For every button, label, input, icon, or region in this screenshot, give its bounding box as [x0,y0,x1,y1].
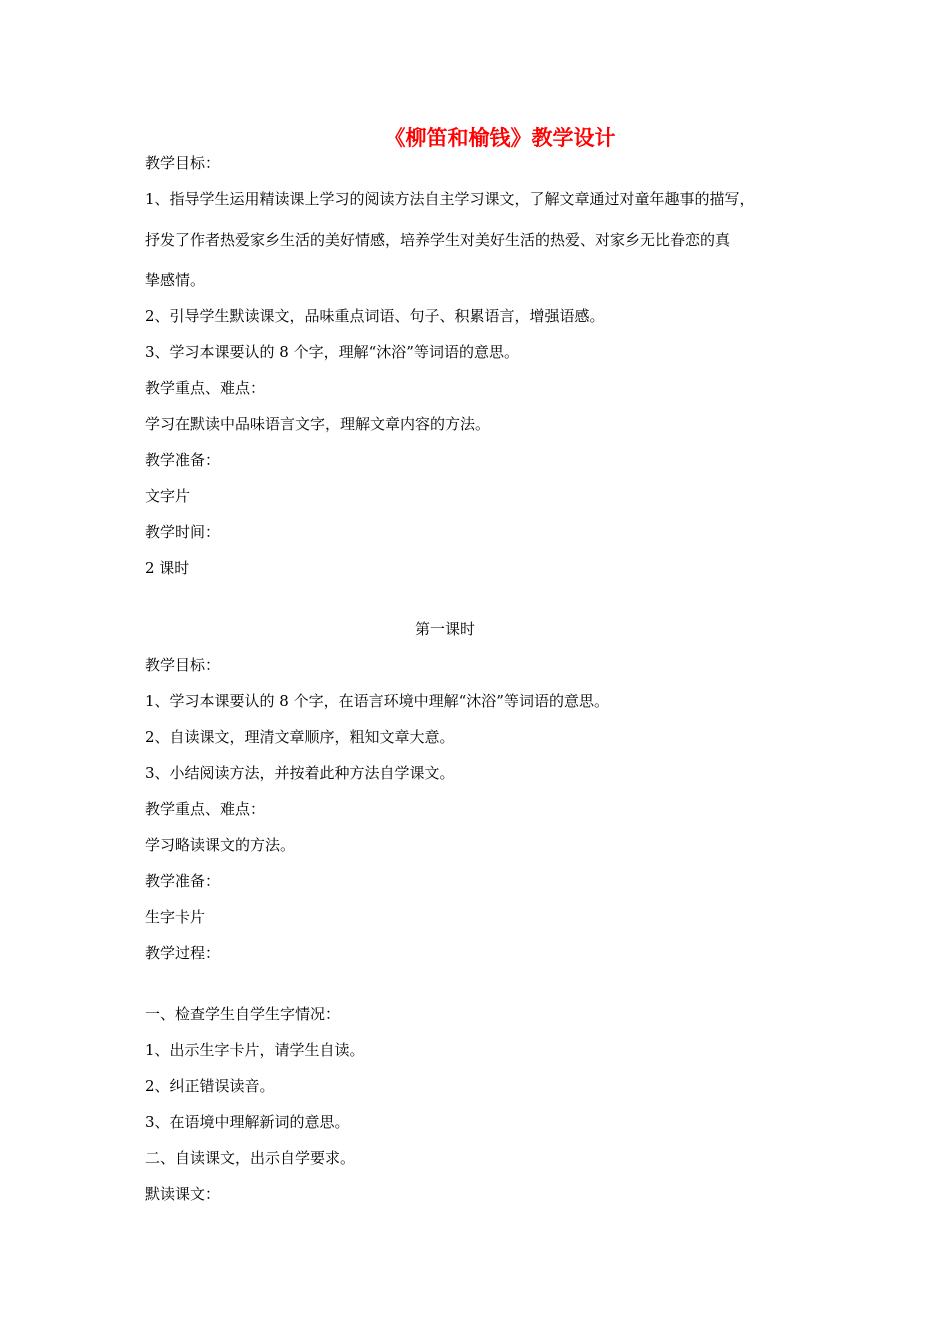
lesson-1-key-heading: 教学重点、难点： [145,800,266,818]
step-1: 一、检查学生自学生字情况： [145,1005,341,1023]
step-2: 二、自读课文，出示自学要求。 [145,1149,356,1167]
lesson-1-goal-1: 1、学习本课要认的 8 个字，在语言环境中理解“沐浴”等词语的意思。 [145,692,609,710]
lesson-1-goal-3: 3、小结阅读方法，并按着此种方法自学课文。 [145,764,455,782]
prep-heading: 教学准备： [145,451,221,469]
time-text: 2 课时 [145,559,190,577]
goal-heading: 教学目标： [145,154,221,172]
key-heading: 教学重点、难点： [145,379,266,397]
step-1-2: 2、纠正错误读音。 [145,1077,275,1095]
key-text: 学习在默读中品味语言文字，理解文章内容的方法。 [145,415,491,433]
step-1-1: 1、出示生字卡片，请学生自读。 [145,1041,365,1059]
prep-text: 文字片 [145,487,191,505]
lesson-1-prep-heading: 教学准备： [145,872,221,890]
time-heading: 教学时间： [145,523,221,541]
lesson-1-heading: 第一课时 [414,620,475,638]
lesson-1-goal-heading: 教学目标： [145,656,221,674]
lesson-1-key-text: 学习略读课文的方法。 [145,836,296,854]
goal-1-line-3: 挚感情。 [145,271,206,289]
lesson-1-goal-2: 2、自读课文，理清文章顺序，粗知文章大意。 [145,728,455,746]
step-2-sub: 默读课文： [145,1185,221,1203]
goal-2: 2、引导学生默读课文，品味重点词语、句子、积累语言，增强语感。 [145,307,605,325]
goal-3: 3、学习本课要认的 8 个字，理解“沐浴”等词语的意思。 [145,343,519,361]
lesson-1-process-heading: 教学过程： [145,944,221,962]
lesson-1-prep-text: 生字卡片 [145,908,206,926]
goal-1-line-2: 抒发了作者热爱家乡生活的美好情感，培养学生对美好生活的热爱、对家乡无比眷恋的真 [145,231,731,249]
document-title: 《柳笛和榆钱》教学设计 [384,125,616,150]
goal-1-line-1: 1、指导学生运用精读课上学习的阅读方法自主学习课文，了解文章通过对童年趣事的描写， [145,190,755,208]
step-1-3: 3、在语境中理解新词的意思。 [145,1113,350,1131]
